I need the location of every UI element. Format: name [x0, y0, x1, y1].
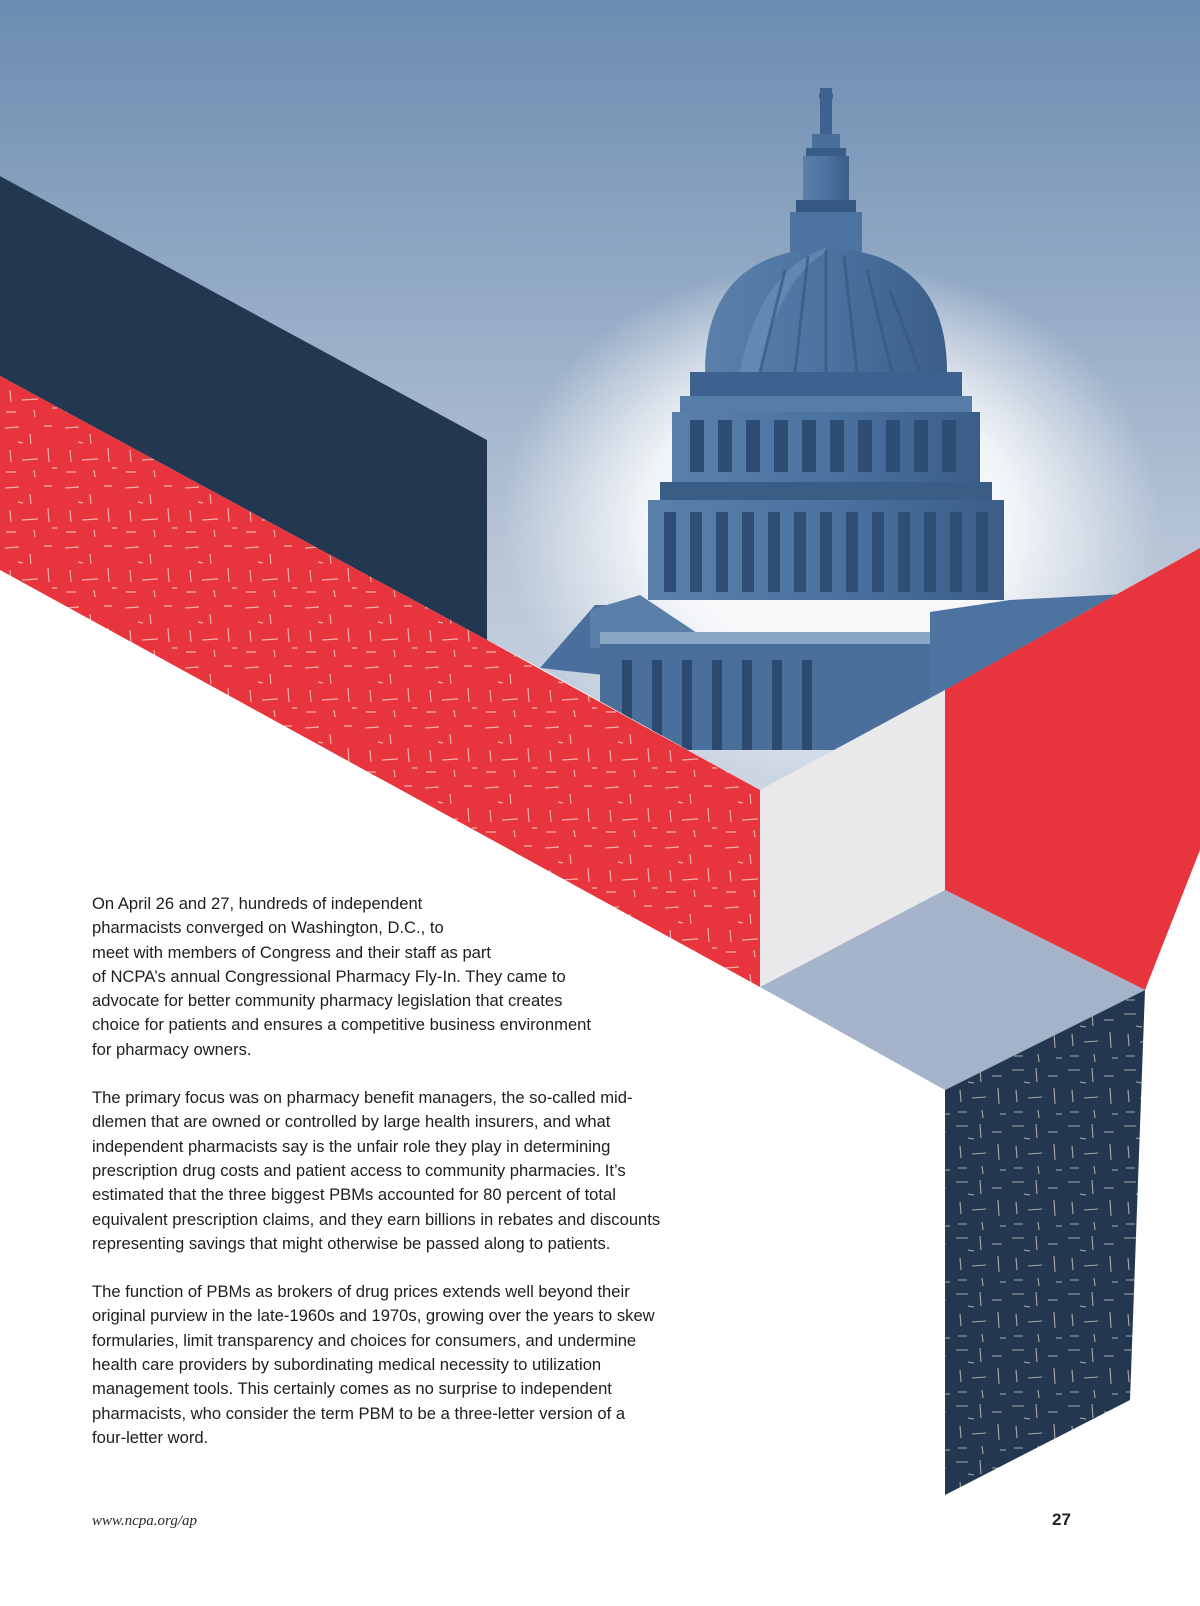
text-line: meet with members of Congress and their staff as part [92, 942, 492, 962]
text-line: independent pharmacists say is the unfair role they play in determining [92, 1136, 611, 1156]
text-line: On April 26 and 27, hundreds of independent [92, 894, 423, 913]
text-line: original purview in the late-1960s and 1970s, growing over the years to skew [92, 1306, 655, 1326]
text-line: for pharmacy owners. [92, 1039, 252, 1059]
text-line: representing savings that might otherwise be passed along to patients. [92, 1233, 611, 1253]
paragraph-3 [92, 1280, 742, 1450]
text-line: prescription drug costs and patient access to community pharmacies. It’s [92, 1160, 626, 1180]
text-line: The function of PBMs as brokers of drug prices extends well beyond their [92, 1282, 630, 1302]
text-line: health care providers by subordinating medical necessity to utilization [92, 1355, 602, 1375]
text-line: dlemen that are owned or controlled by large health insurers, and what [92, 1112, 611, 1132]
article-body [92, 892, 742, 1474]
paragraph-2 [92, 1086, 742, 1256]
paragraph-1 [92, 892, 742, 1062]
text-line: pharmacists, who consider the term PBM to be a three-letter version of a [92, 1403, 626, 1423]
text-line: choice for patients and ensures a competitive business environment [92, 1015, 592, 1035]
text-line: management tools. This certainly comes as no surprise to independent [92, 1379, 612, 1399]
text-line: The primary focus was on pharmacy benefit managers, the so-called mid- [92, 1088, 633, 1108]
text-line: equivalent prescription claims, and they earn billions in rebates and discounts [92, 1209, 661, 1229]
text-line: pharmacists converged on Washington, D.C., to [92, 918, 444, 938]
footer-url-link[interactable]: www.ncpa.org/ap [92, 1513, 198, 1529]
text-line: four-letter word. [92, 1427, 209, 1447]
text-line: of NCPA’s annual Congressional Pharmacy Fly-In. They came to [92, 966, 566, 986]
page-number: 27 [1052, 1510, 1071, 1529]
text-line: estimated that the three biggest PBMs accounted for 80 percent of total [92, 1185, 616, 1205]
text-line: formularies, limit transparency and choices for consumers, and undermine [92, 1330, 637, 1350]
text-line: advocate for better community pharmacy legislation that creates [92, 991, 563, 1011]
